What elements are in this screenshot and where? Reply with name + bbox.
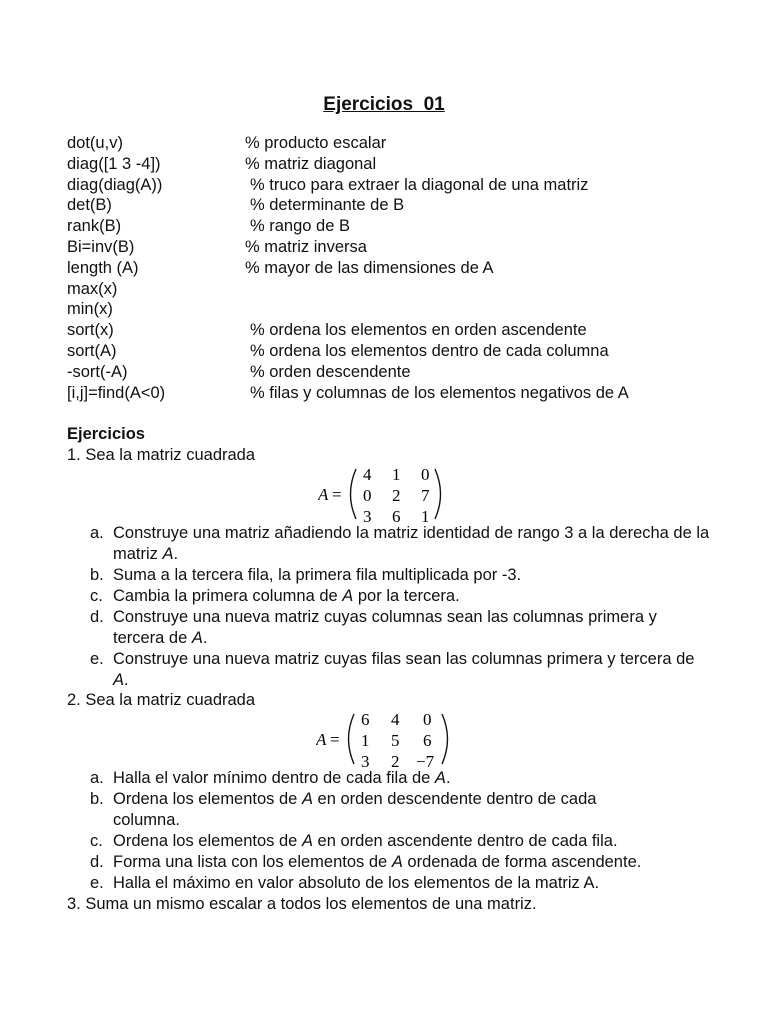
item-text: Cambia la primera columna de A por la tercera.: [113, 587, 460, 605]
matrix-cell: 3: [361, 752, 370, 769]
matrix-cell: 4: [391, 710, 400, 729]
matrix-cell: 2: [392, 486, 401, 505]
matrix-label-letter: A: [316, 730, 327, 749]
command-row: [67, 362, 747, 383]
command-code: rank(B): [67, 217, 122, 236]
item-text: Halla el valor mínimo dentro de cada fila de A.: [113, 769, 451, 787]
list-item: [90, 831, 710, 852]
command-code: diag(diag(A)): [67, 175, 163, 194]
matrix-2: [316, 709, 456, 769]
item-text: Ordena los elementos de A en orden ascendente dentro de cada fila.: [113, 832, 618, 850]
command-comment: % determinante de B: [250, 196, 405, 215]
item-text: Construye una matriz añadiendo la matriz identidad de rango 3 a la derecha de la matriz A.: [113, 524, 710, 563]
list-item: [90, 852, 710, 873]
command-row: [67, 279, 747, 300]
matrix-cell: 6: [392, 507, 401, 524]
item-text: Suma a la tercera fila, la primera fila multiplicada por -3.: [113, 566, 522, 584]
matrix-cell: 4: [363, 465, 372, 484]
command-code: -sort(-A): [67, 362, 128, 381]
matrix-label-eq: =: [332, 485, 342, 504]
command-row: [67, 133, 747, 154]
right-paren: [442, 714, 448, 764]
command-row: [67, 195, 747, 216]
item-label: a.: [90, 524, 104, 542]
section-heading: Ejercicios: [67, 425, 145, 443]
command-code: dot(u,v): [67, 134, 123, 152]
matrix-label-eq: =: [330, 730, 340, 749]
command-row: [67, 299, 747, 320]
matrix-cell: 1: [392, 465, 401, 484]
item-label: e.: [90, 874, 104, 892]
matrix-2-svg: [316, 709, 456, 769]
list-item: [90, 523, 710, 565]
command-code: det(B): [67, 196, 112, 215]
command-row: [67, 341, 747, 362]
matrix-cell: −7: [416, 752, 435, 769]
exercise-intro: 2. Sea la matriz cuadrada: [67, 691, 256, 709]
command-code: Bi=inv(B): [67, 237, 135, 256]
matrix-1: [318, 464, 448, 524]
item-label: e.: [90, 650, 104, 668]
command-comment: % matriz diagonal: [245, 154, 377, 173]
matrix-label-letter: A: [318, 485, 329, 504]
list-item: [90, 789, 650, 831]
list-item: [90, 649, 710, 691]
matrix-cell: 5: [391, 731, 400, 750]
command-code: min(x): [67, 300, 113, 319]
command-code: diag([1 3 -4]): [67, 154, 161, 173]
command-row: [67, 216, 747, 237]
exercise-intro: 1. Sea la matriz cuadrada: [67, 446, 256, 464]
matrix-cell: 6: [361, 710, 370, 729]
left-paren: [349, 714, 355, 764]
item-text: Ordena los elementos de A en orden descendente dentro de cada columna.: [113, 790, 597, 829]
list-item: [90, 768, 710, 789]
list-item: [90, 873, 710, 894]
command-code: sort(x): [67, 321, 114, 340]
command-row: [67, 237, 747, 258]
command-code: [i,j]=find(A<0): [67, 383, 166, 402]
matrix-cell: 2: [391, 752, 400, 769]
list-item: [90, 607, 710, 649]
command-comment: % orden descendente: [250, 362, 411, 381]
page-title: Ejercicios 01: [323, 94, 445, 115]
command-row: [67, 320, 747, 341]
matrix-1-svg: [318, 464, 448, 524]
item-text: Construye una nueva matriz cuyas columnas sean las columnas primera y tercera de A.: [113, 608, 657, 647]
item-text: Halla el máximo en valor absoluto de los elementos de la matriz A.: [113, 874, 600, 892]
matrix-cell: 0: [423, 710, 432, 729]
item-label: b.: [90, 566, 104, 584]
matrix-cell: 0: [421, 465, 430, 484]
command-row: [67, 154, 747, 175]
right-paren: [435, 469, 441, 519]
item-label: d.: [90, 608, 104, 626]
matrix-cell: 7: [421, 486, 430, 505]
item-text: Forma una lista con los elementos de A ordenada de forma ascendente.: [113, 853, 642, 871]
command-row: [67, 175, 747, 196]
exercise-3-text: 3. Suma un mismo escalar a todos los elementos de una matriz.: [67, 895, 537, 913]
command-code: length (A): [67, 258, 139, 277]
item-label: c.: [90, 587, 103, 605]
command-comment: % matriz inversa: [245, 237, 367, 256]
matrix-cell: 6: [423, 731, 432, 750]
matrix-cell: 0: [363, 486, 372, 505]
command-comment: % ordena los elementos en orden ascendente: [250, 321, 587, 340]
left-paren: [351, 469, 357, 519]
command-list: [67, 133, 747, 403]
command-comment: % truco para extraer la diagonal de una matriz: [250, 175, 589, 194]
command-comment: % rango de B: [250, 217, 350, 236]
command-comment: % producto escalar: [245, 134, 387, 152]
item-label: a.: [90, 769, 104, 787]
command-comment: % ordena los elementos dentro de cada columna: [250, 341, 609, 360]
list-item: [90, 565, 710, 586]
command-comment: % mayor de las dimensiones de A: [245, 258, 494, 277]
item-label: c.: [90, 832, 103, 850]
item-label: d.: [90, 853, 104, 871]
command-comment: % filas y columnas de los elementos negativos de A: [250, 383, 629, 402]
command-row: [67, 383, 747, 404]
matrix-cell: 3: [363, 507, 372, 524]
list-item: [90, 586, 710, 607]
item-label: b.: [90, 790, 104, 808]
matrix-cell: 1: [421, 507, 430, 524]
command-code: max(x): [67, 279, 118, 298]
command-code: sort(A): [67, 341, 117, 360]
matrix-cell: 1: [361, 731, 370, 750]
command-row: [67, 258, 747, 279]
item-text: Construye una nueva matriz cuyas filas sean las columnas primera y tercera de A.: [113, 650, 695, 689]
